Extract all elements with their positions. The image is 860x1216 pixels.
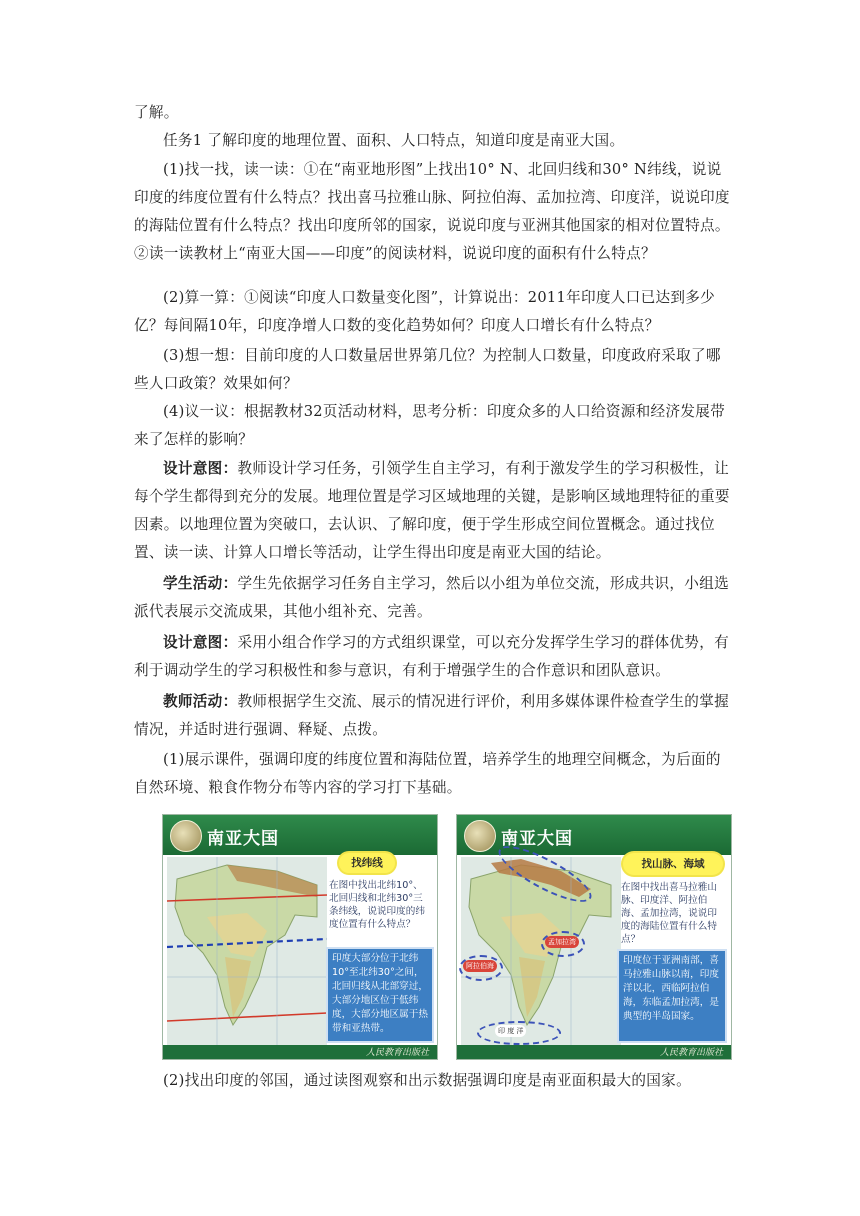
text-student-activity: 学生先依据学习任务自主学习，然后以小组为单位交流，形成共识，小组选派代表展示交流成果，其他小组补充、完善。 [134,575,729,620]
text-design-intent: 教师设计学习任务，引领学生自主学习，有利于激发学生的学习积极性，让每个学生都得到充分的发展。地理位置是学习区域地理的关键，是影响区域地理特征的重要因素。以地理位置为突破口，去认识、了解印度，便于学生形成空间位置概念。通过找位置、读一读、计算人口增长等活动，让学生得出印度是南亚大国的结论。 [134,460,730,561]
slide-sea-land [456,814,732,1060]
text-design-intent-2: 采用小组合作学习的方式组织课堂，可以充分发挥学生学习的群体优势，有利于调动学生的学习积极性和参与意识，有利于增强学生的合作意识和团队意识。 [134,634,729,679]
paragraph-neighbors: (2)找出印度的邻国，通过读图观察和出示数据强调印度是南亚面积最大的国家。 [163,1072,691,1089]
paragraph-show-slides: (1)展示课件，强调印度的纬度位置和海陆位置，培养学生的地理空间概念，为后面的自然环境、粮食作物分布等内容的学习打下基础。 [134,751,721,796]
slide-title: 南亚大国 [501,829,573,849]
globe-logo-icon [464,820,496,852]
label-student-activity: 学生活动： [163,575,238,592]
slide-answer-box: 印度大部分位于北纬10°至北纬30°之间，北回归线从北部穿过，大部分地区位于低纬度，大部分地区属于热带和亚热带。 [326,947,434,1043]
paragraph-task1: 任务1 了解印度的地理位置、面积、人口特点，知道印度是南亚大国。 [163,132,625,149]
paragraph-think: (3)想一想：目前印度的人口数量居世界第几位？为控制人口数量，印度政府采取了哪些人口政策？效果如何？ [134,347,721,392]
publisher-mark: 人民教育出版社 [365,1048,429,1058]
label-indian-ocean: 印 度 洋 [495,1025,526,1037]
paragraph-intro: 了解。 [134,104,179,121]
label-design-intent: 设计意图： [163,460,238,477]
slide-question: 在图中找出北纬10°、北回归线和北纬30°三条纬线，说说印度的纬度位置有什么特点？ [329,880,425,930]
label-teacher-activity: 教师活动： [163,693,238,710]
slide-title: 南亚大国 [207,829,279,849]
slide-latitude [162,814,438,1060]
slide-answer-box: 印度位于亚洲南部，喜马拉雅山脉以南，印度洋以北，西临阿拉伯海，东临孟加拉湾，是典型的半岛国家。 [617,949,727,1043]
paragraph-discuss: (4)议一议：根据教材32页活动材料，思考分析：印度众多的人口给资源和经济发展带来了怎样的影响？ [134,403,726,448]
paragraph-student-activity [134,570,730,626]
slide-header [163,815,437,855]
text-teacher-activity: 教师根据学生交流、展示的情况进行评价，利用多媒体课件检查学生的掌握情况，并适时进行强调、释疑、点拨。 [134,693,729,738]
india-map-image [167,857,327,1045]
label-arabian-sea: 阿拉伯海 [463,960,497,972]
paragraph-find-read: (1)找一找，读一读：①在“南亚地形图”上找出10° N、北回归线和30° N纬线，说说印度的纬度位置有什么特点？找出喜马拉雅山脉、阿拉伯海、孟加拉湾、印度洋，说说印度的海陆位置有什么特点？找出印度所邻的国家，说说印度与亚洲其他国家的相对位置特点。②读一读教材上“南亚大国——印度”的阅读材料，说说印度的面积有什么特点？ [134,161,730,262]
cloud-callout: 找山脉、海域 [623,853,723,875]
cloud-callout: 找纬线 [339,853,395,873]
label-design-intent-2: 设计意图： [163,634,238,651]
globe-logo-icon [170,820,202,852]
publisher-mark: 人民教育出版社 [659,1048,723,1058]
paragraph-calculate: (2)算一算：①阅读“印度人口数量变化图”，计算说出：2011年印度人口已达到多少亿？每间隔10年，印度净增人口数的变化趋势如何？印度人口增长有什么特点？ [134,289,716,334]
slide-question: 在图中找出喜马拉雅山脉、印度洋、阿拉伯海、孟加拉湾，说说印度的海陆位置有什么特点？ [621,882,717,945]
paragraph-teacher-activity [134,688,730,744]
india-map-svg [167,857,327,1045]
paragraph-design-intent-2 [134,629,730,685]
label-bay-of-bengal: 孟加拉湾 [545,936,579,948]
paragraph-design-intent-1 [134,455,730,567]
